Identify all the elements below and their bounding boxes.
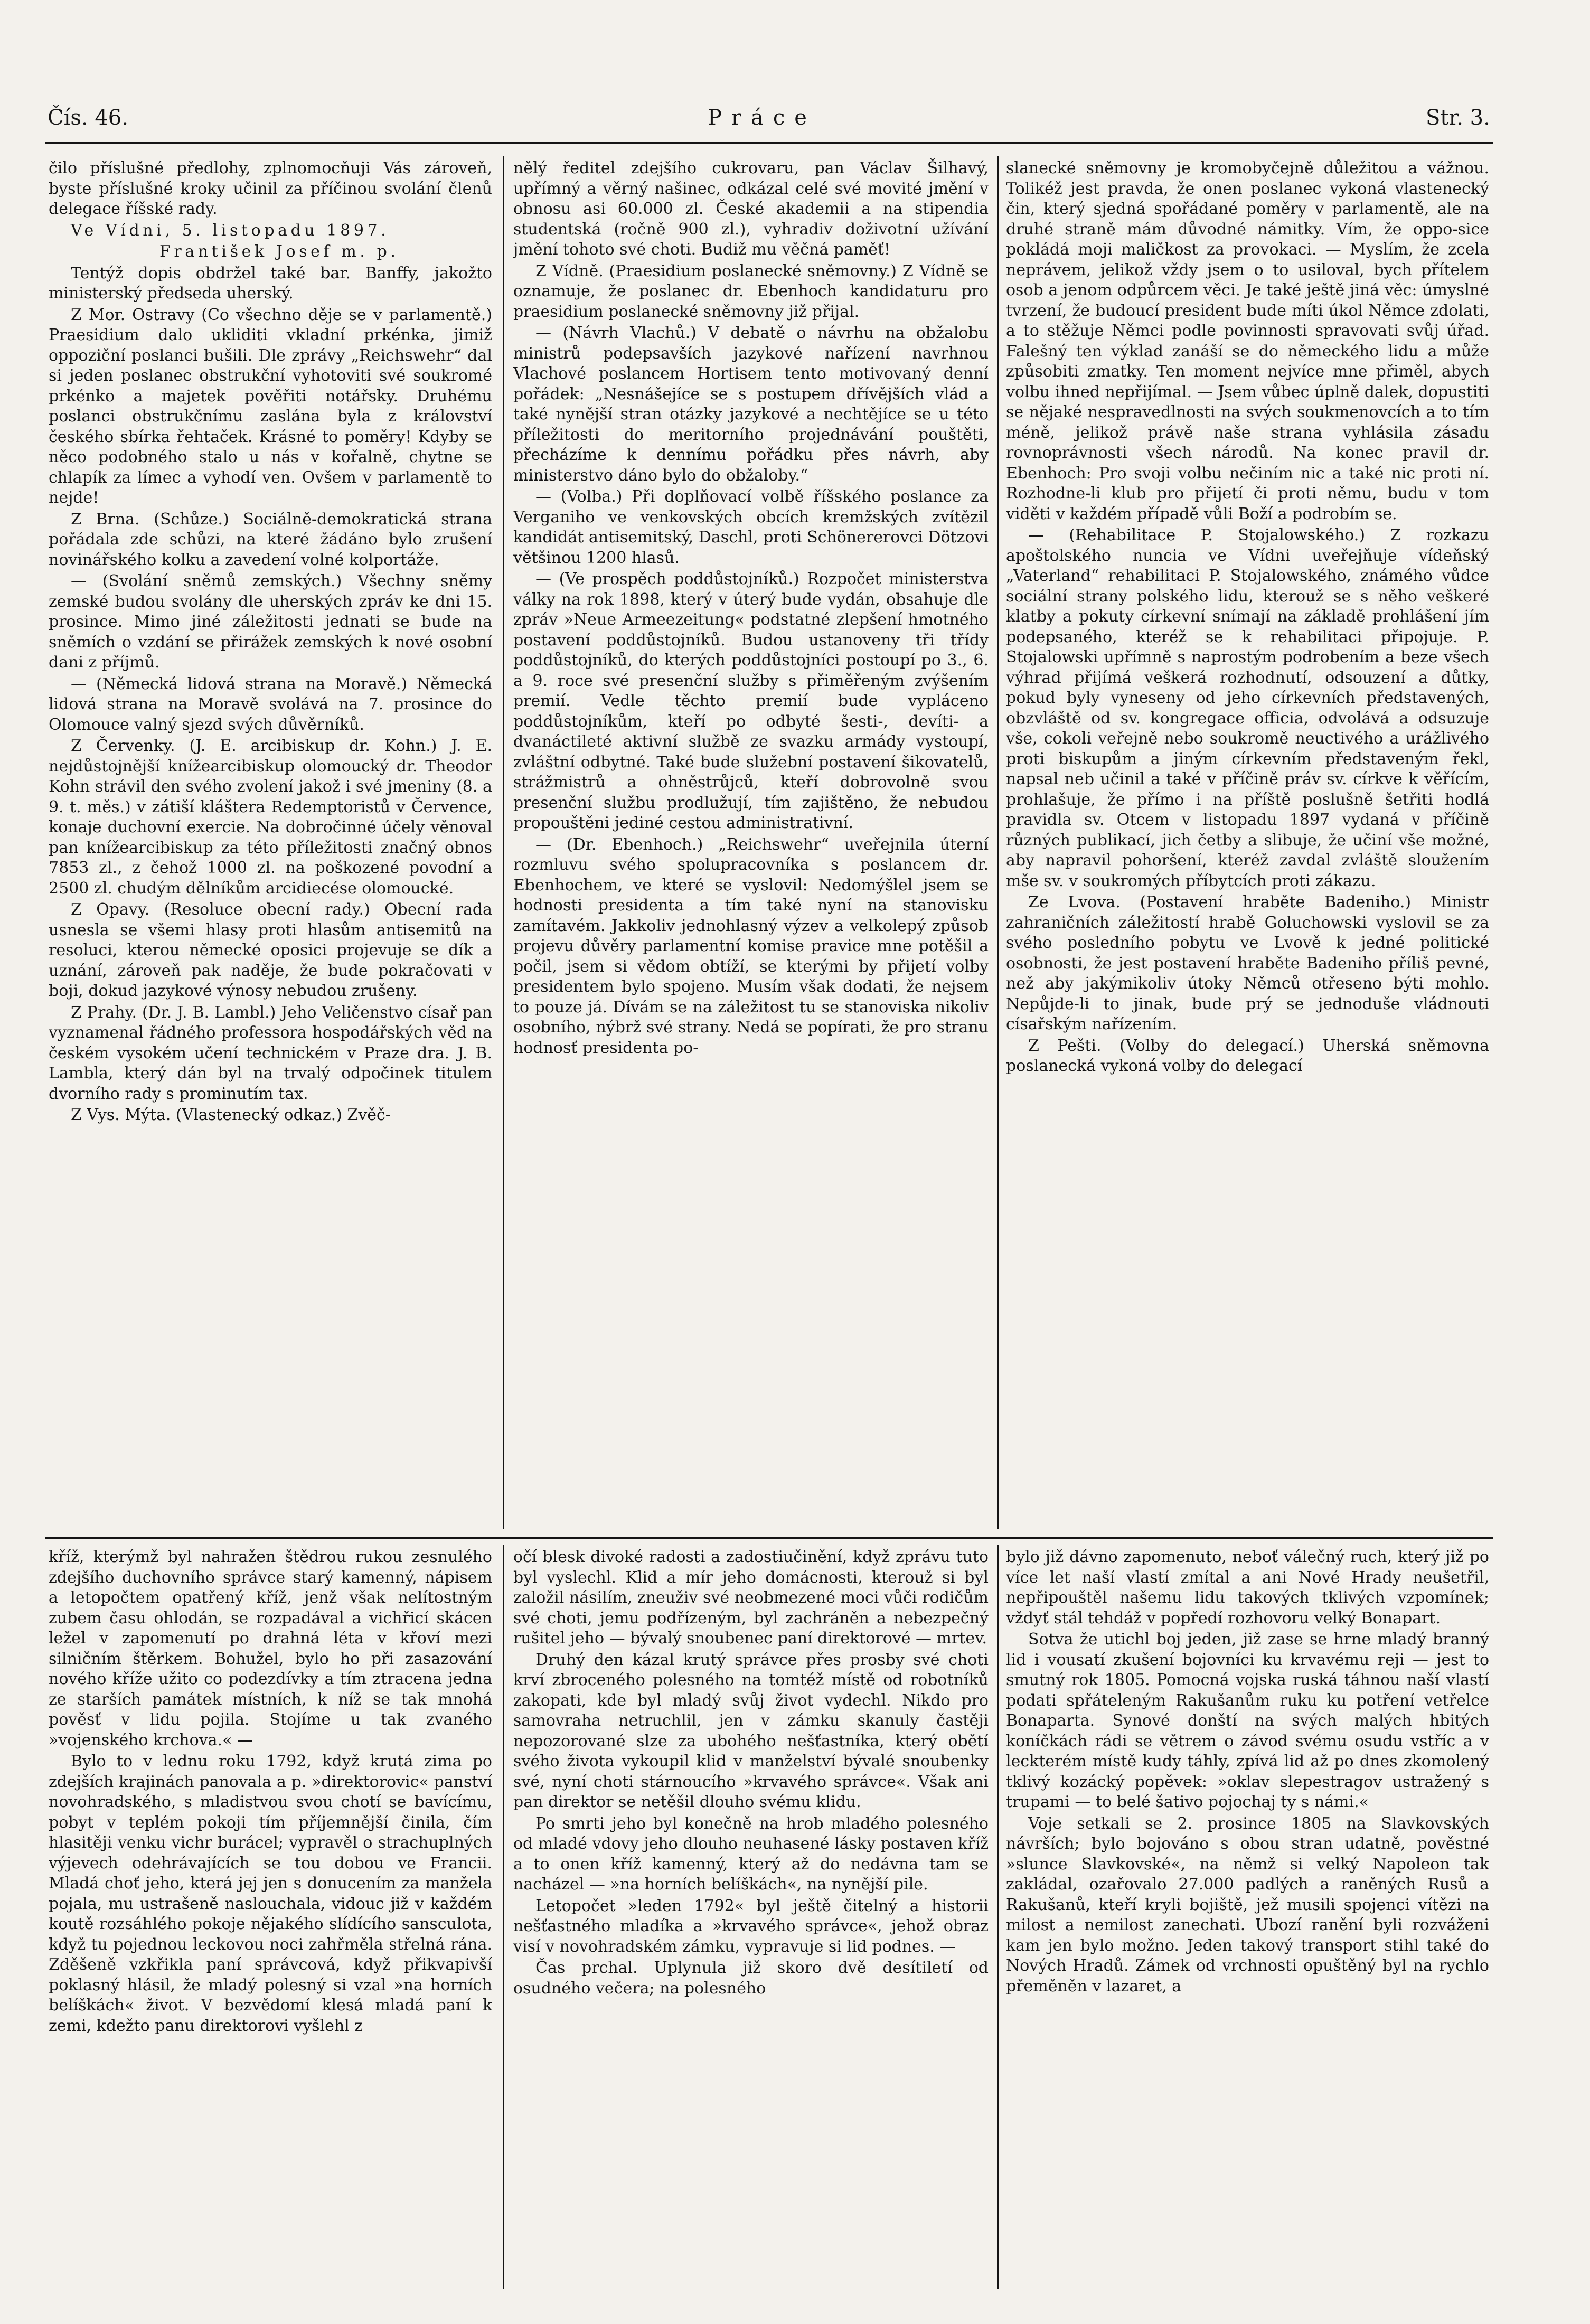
column-divider-bottom-1: [503, 1545, 504, 2289]
column-divider-bottom-2: [997, 1545, 999, 2289]
paragraph: Tentýž dopis obdržel také bar. Banffy, jakožto ministerský předseda uherský.: [49, 264, 492, 303]
paragraph: nělý ředitel zdejšího cukrovaru, pan Václav Šilhavý, upřímný a věrný našinec, odkázal celé své movité jmění v obnosu asi 60.000 zl. České akademii a na stipendia studentská (ročně 900 zl.), vyhradiv doživotní užívání jmění tohoto své choti. Budiž mu věčná paměť!: [513, 159, 989, 259]
news-item-snemy: — (Svolání sněmů zemských.) Všechny sněmy zemské budou svolány dle uherských zpráv ke dni 15. prosince. Mimo jiné záležitosti jednati se bude na sněmích o vzdání se přirážek zemských k nové osobní dani z příjmů.: [49, 572, 492, 672]
news-column-2: [513, 158, 989, 1531]
news-item-poddustojnici: — (Ve prospěch poddůstojníků.) Rozpočet ministerstva války na rok 1898, který v úterý bude vydán, obsahuje dle zpráv »Neue Armeezeitung« podstatné zlepšení hmotného postavení poddůstojníků. Budou ustanoveny tři třídy poddůstojníků, do kterých poddůstojníci postoupí po 3., 6. a 9. roce své presenční služby s přiměřeným zvýšením premií. Vedle těchto premií bude vypláceno poddůstojníkům, kteří po odbyté šesti-, devíti- a dvanáctileté aktivní službě ze svazku armády vystoupí, zvláštní odbytné. Také bude služební postavení šikovatelů, strážmistrů a ohněstrůjců, kteří dobrovolně svou presenční službu prodlužují, tím zajištěno, že nebudou propouštěni jediné cestou administrativní.: [513, 570, 989, 832]
news-item-viden: Z Vídně. (Praesidium poslanecké sněmovny.) Z Vídně se oznamuje, že poslanec dr. Ebenhoch kandidaturu pro praesidium poslanecké sněmovny již přijal.: [513, 261, 989, 321]
signature: František Josef m. p.: [159, 242, 399, 261]
paragraph: slanecké sněmovny je kromobyčejně důležitou a vážnou. Tolikéž jest pravda, že onen poslanec vykoná vlastenecký čin, který sjedná spořádané poměry v parlamentě, ale na druhé straně mám důvodné námitky. Vím, že oppo-sice pokládá moji maličkost za provokaci. — Myslím, že zcela neprávem, jelikož vždy jsem o to usiloval, bych přítelem osob a jenom odpůrcem věci. Je také ještě jiná věc: úmyslné tvrzení, že budoucí president bude míti úkol Němce zdolati, a to stěžuje Němci podle povinnosti spravovati svůj úřad. Falešný ten výklad zanáší se do německého lidu a může způsobiti zmatky. Ten moment nejvíce mne přiměl, abych volbu ihned nepřijímal. — Jsem vůbec úplně dalek, dopustiti se nějaké nespravedlnosti na svých soukmenovcích a to tím méně, jelikož právě naše strana vyhlásila zásadu rovnoprávnosti všech národů. Na konec pravil dr. Ebenhoch: Pro svoji volbu nečiním nic a také nic proti ní. Rozhodne-li klub pro přijetí či proti němu, budu v tom viděti v každém případě vůli Boží a podrobím se.: [1006, 159, 1489, 523]
paragraph: Ve Vídni, 5. listopadu 1897.: [71, 221, 390, 240]
news-item-stojalowski: — (Rehabilitace P. Stojalowského.) Z rozkazu apoštolského nuncia ve Vídni uveřejňuje vídeňský „Vaterland“ rehabilitaci P. Stojalowského, známého vůdce sociální strany polského lidu, kterouž se s něho veškeré klatby a pokuty církevní snímají na základě prohlášení jím podepsaného, kteréž se k rehabilitaci připojuje. P. Stojalowski upřímně s naprostým podrobením a beze všech výhrad přijímá veškerá rozhodnutí, odsouzení a důtky, pokud byly vyneseny od jeho církevních představených, obzvláště od sv. kongregace officia, odvolává a odsuzuje vše, cokoli veřejně nebo soukromě neuctivého a urážlivého proti biskupům a jiným církevním představeným řekl, napsal neb učinil a také v příčině práv sv. církve k věřícím, prohlašuje, že přímo i na příště poslušně šetřiti hodlá pravidla sv. Otcem v listopadu 1897 vydaná v příčině různých publikací, jich četby a slibuje, že učiní vše možné, aby napravil pohoršení, kteréž zavdal zvláště sloužením mše sv. v soukromých příbytcích proti zákazu.: [1006, 526, 1489, 890]
news-item-opava: Z Opavy. (Resoluce obecní rady.) Obecní rada usnesla se všemi hlasy proti hlasům antisemitů na resoluci, kterou německé oposici projevuje se dík a uznání, zároveň pak naděje, že bude pokračovati v boji, dokud jazykové výnosy nebudou zrušeny.: [49, 900, 492, 1000]
news-item-lvov: Ze Lvova. (Postavení hraběte Badeniho.) Ministr zahraničních záležitostí hrabě Goluchowski vyslovil se za svého posledního pobytu ve Lvově k jedné politické osobnosti, že jest postavení hraběte Badeniho příliš pevné, než aby jakýmikoliv útoky Němců otřeseno býti mohlo. Nepůjde-li to jinak, bude prý se jednoduše vládnouti císařským nařízením.: [1006, 893, 1489, 1033]
paragraph: čilo příslušné předlohy, zplnomocňuji Vás zároveň, byste příslušné kroky učinil za příčinou svolání členů delegace říšské rady.: [49, 159, 492, 218]
paragraph: Sotva že utichl boj jeden, již zase se hrne mladý branný lid i vousatí zkušení bojovníci ku krvavému reji — jest to smutný rok 1805. Pomocná vojska ruská táhnou naší vlastí podati spřáteleným Rakušanům ruku ku potření vetřelce Bonaparta. Synové donští na svých malých hbitých koníčkách rádi se větrem o závod svému osudu vstříc a v leckterém místě kudy táhly, zpívá lid až po dnes zkomolený tklivý kozácký popěvek: »oklav slepestragov ustražený s trupami — to belé šativo pojochaj ty s námi.«: [1006, 1630, 1489, 1811]
news-item-ebenhoch: — (Dr. Ebenhoch.) „Reichswehr“ uveřejnila úterní rozmluvu svého spolupracovníka s poslancem dr. Ebenhochem, ve které se vyslovil: Nedomýšlel jsem se hodnosti presidenta a tím také nyní na stanovisku zamítavém. Jakkoliv jednohlasný výzev a velkolepý způsob projevu důvěry parlamentní komise pravice mne potěšil a počil, jsem si vědom obtíží, se kterými by přijetí volby presidentem bylo spojeno. Musím však dodati, že nejsem to pouze já. Dívám se na záležitost tu se stanoviska nikoliv osobního, nýbrž své strany. Nedá se popírati, že pro stranu hodnosť presidenta po-: [513, 835, 989, 1057]
news-item-volba: — (Volba.) Při doplňovací volbě říšského poslance za Verganiho ve venkovských obcích kremžských zvítězil kandidát antisemitský, Daschl, proti Schönererovci Dötzovi většinou 1200 hlasů.: [513, 487, 989, 567]
paragraph: bylo již dávno zapomenuto, neboť válečný ruch, který již po více let naší vlastí zmítal a ani Nové Hrady neušetřil, nepřipouštěl našemu lidu takových tklivých vzpomínek; vždyť stál tehdáž v popředí rozhovoru velký Bonapart.: [1006, 1548, 1489, 1627]
news-column-3: [1006, 158, 1489, 1531]
news-item-vys-myto: Z Vys. Mýta. (Vlastenecký odkaz.) Zvěč-: [71, 1106, 391, 1124]
column-divider-top-2: [997, 156, 999, 1529]
column-divider-top-1: [503, 156, 504, 1529]
news-item-lidova-strana: — (Německá lidová strana na Moravě.) Německá lidová strana na Moravě svolává na 7. prosince do Olomouce valný sjezd svých důvěrníků.: [49, 674, 492, 734]
feuilleton-column-1: [49, 1547, 492, 2287]
news-item-cervenka: Z Červenky. (J. E. arcibiskup dr. Kohn.) J. E. nejdůstojnější knížearcibiskup olomoucký dr. Theodor Kohn strávil den svého zvolení jakož i své jmeniny (8. a 9. t. měs.) v zátiší kláštera Redemptoristů v Července, konaje duchovní exercie. Na dobročinné účely věnoval pan knížearcibiskup za této příležitosti značný obnos 7853 zl., z čehož 1000 zl. na poškozené povodní a 2500 zl. chudým dělníkům arcidiecése olomoucké.: [49, 737, 492, 898]
news-item-praha: Z Prahy. (Dr. J. B. Lambl.) Jeho Veličenstvo císař pan vyznamenal řádného professora hospodářských věd na českém vysokém učení technickém v Praze dra. J. B. Lambla, který dán byl na trvalý odpočinek titulem dvorního rady s prominutím tax.: [49, 1003, 492, 1103]
paragraph: Letopočet »leden 1792« byl ještě čitelný a historii nešťastného mladíka a »krvavého správce«, jehož obraz visí v novohradském zámku, vypravuje si lid podnes. —: [513, 1896, 989, 1956]
news-item-brno: Z Brna. (Schůze.) Sociálně-demokratická strana pořádala zde schůzi, na které žádáno bylo zrušení novinářského kolku a zavedení volné kolportáže.: [49, 510, 492, 569]
news-column-1: [49, 158, 492, 1531]
feuilleton-column-2: [513, 1547, 989, 2287]
paragraph: Čas prchal. Uplynula již skoro dvě desítiletí od osudného večera; na polesného: [513, 1959, 989, 1998]
page-number: Str. 3.: [1426, 106, 1490, 130]
header-rule: [45, 142, 1493, 144]
paragraph: Po smrti jeho byl konečně na hrob mladého polesného od mladé vdovy jeho dlouho neuhasené lásky postaven kříž a to onen kříž kamenný, který až do nedávna tam se nacházel — »na horních belíškách«, na nynější pile.: [513, 1814, 989, 1894]
section-rule: [45, 1537, 1493, 1539]
paragraph: očí blesk divoké radosti a zadostiučinění, když zprávu tuto byl vyslechl. Klid a mír jeho domácnosti, kterouž si byl založil násilím, zneuživ své neobmezené moci vůči rodičům své choti, jemu podřízeným, byl zachráněn a nebezpečný rušitel jeho — bývalý snoubenec paní direktorové — mrtev.: [513, 1548, 989, 1648]
news-item-pest: Z Pešti. (Volby do delegací.) Uherská sněmovna poslanecká vykoná volby do delegací: [1006, 1036, 1489, 1075]
paragraph: Druhý den kázal krutý správce přes prosby své choti krví zbroceného polesného na tomtéž místě od robotníků zakopati, kde byl mladý svůj život vydechl. Nikdo pro samovraha netruchlil, jen v zámku skanuly častěji nepozorované slze za ubohého nešťastníka, který obětí svého života vykoupil klid v manželství bývalé snoubenky své, nyní choti stárnoucího »krvavého správce«. Však ani pan direktor se netěšil dlouho svému klidu.: [513, 1650, 989, 1811]
paragraph: Voje setkali se 2. prosince 1805 na Slavkovských návrších; bylo bojováno s obou stran udatně, pověstné »slunce Slavkovské«, na němž si velký Napoleon tak zakládal, ozařovalo 27.000 padlých a raněných Rusů a Rakušanů, kteří kryli bojiště, jež musili spojenci vítězi na milost a nemilost zanechati. Ubozí ranění byli rozváženi kam jen bylo možno. Jeden takový transport stihl také do Nových Hradů. Zámek od vrchnosti opuštěný byl na rychlo přeměněn v lazaret, a: [1006, 1814, 1489, 1996]
newspaper-title: Práce: [708, 106, 816, 130]
paragraph: Bylo to v lednu roku 1792, když krutá zima po zdejších krajinách panovala a p. »direktorovic« panství novohradského, s mladistvou svou chotí se bavícímu, pobyt v teplém pokoji tím příjemnější činila, čím hlasitěji venku vichr burácel; vypravěl o strachuplných výjevech odehrávajících se tou dobou ve Francii. Mladá choť jeho, která jej jen s donucením za manžela pojala, mu ustrašeně naslouchala, vidouc již v každém koutě rozsáhlého pokoje nějakého slídícího sansculota, když tu pojednou leckovou noci zahřměla střelná rána. Zděšeně vzkřikla paní správcová, když přikvapivší poklasný hlásil, že mladý polesný si vzal »na horních belíškách« život. V bezvědomí klesá mladá paní k zemi, kdežto panu direktorovi vyšlehl z: [49, 1752, 492, 2035]
news-item-navrh-vlachu: — (Návrh Vlachů.) V debatě o návrhu na obžalobu ministrů podepsavších jazykové nařízení navrhnou Vlachové poslancem Hortisem tento motivovaný denní pořádek: „Nesnášejíce se s postupem dřívějších vlád a také nynější stran otázky jazykové a nechtějíce se u této příležitosti do meritorního projednávání pouštěti, přecházíme k dennímu pořádku přes návrh, aby ministerstvo dáno bylo do obžaloby.“: [513, 324, 989, 485]
paragraph: kříž, kterýmž byl nahražen štědrou rukou zesnulého zdejšího duchovního správce starý kamenný, nápisem a letopočtem opatřený kříž, jenž však nelítostným zubem času ohlodán, se rozpadával a vichřicí skácen ležel v zapomenutí po drahná léta v křoví mezi silničním štěrkem. Bohužel, bylo ho při zasazování nového kříže užito co podezdívky a tím ztracena jedna ze starších památek místních, k níž se tak mnohá pověsť v lidu pojila. Stojíme u tak zvaného »vojenského krchova.« —: [49, 1548, 492, 1749]
feuilleton-column-3: [1006, 1547, 1489, 2287]
issue-number: Čís. 46.: [48, 106, 128, 130]
news-item-ostrava: Z Mor. Ostravy (Co všechno děje se v parlamentě.) Praesidium dalo ukliditi vkladní prkénka, jimiž oppoziční poslanci bušili. Dle zprávy „Reichswehr“ dal si jeden poslanec obstrukční vyhotoviti své soukromé prkénko a majetek pověřiti notářsky. Druhému poslanci obstrukčnímu zaslána byla z království českého sbírka řehtaček. Krásné to poměry! Kdyby se něco podobného stalo u nás v kořalně, chytne se chlapík za límec a vyhodí ven. Ovšem v parlamentě to nejde!: [49, 305, 492, 507]
